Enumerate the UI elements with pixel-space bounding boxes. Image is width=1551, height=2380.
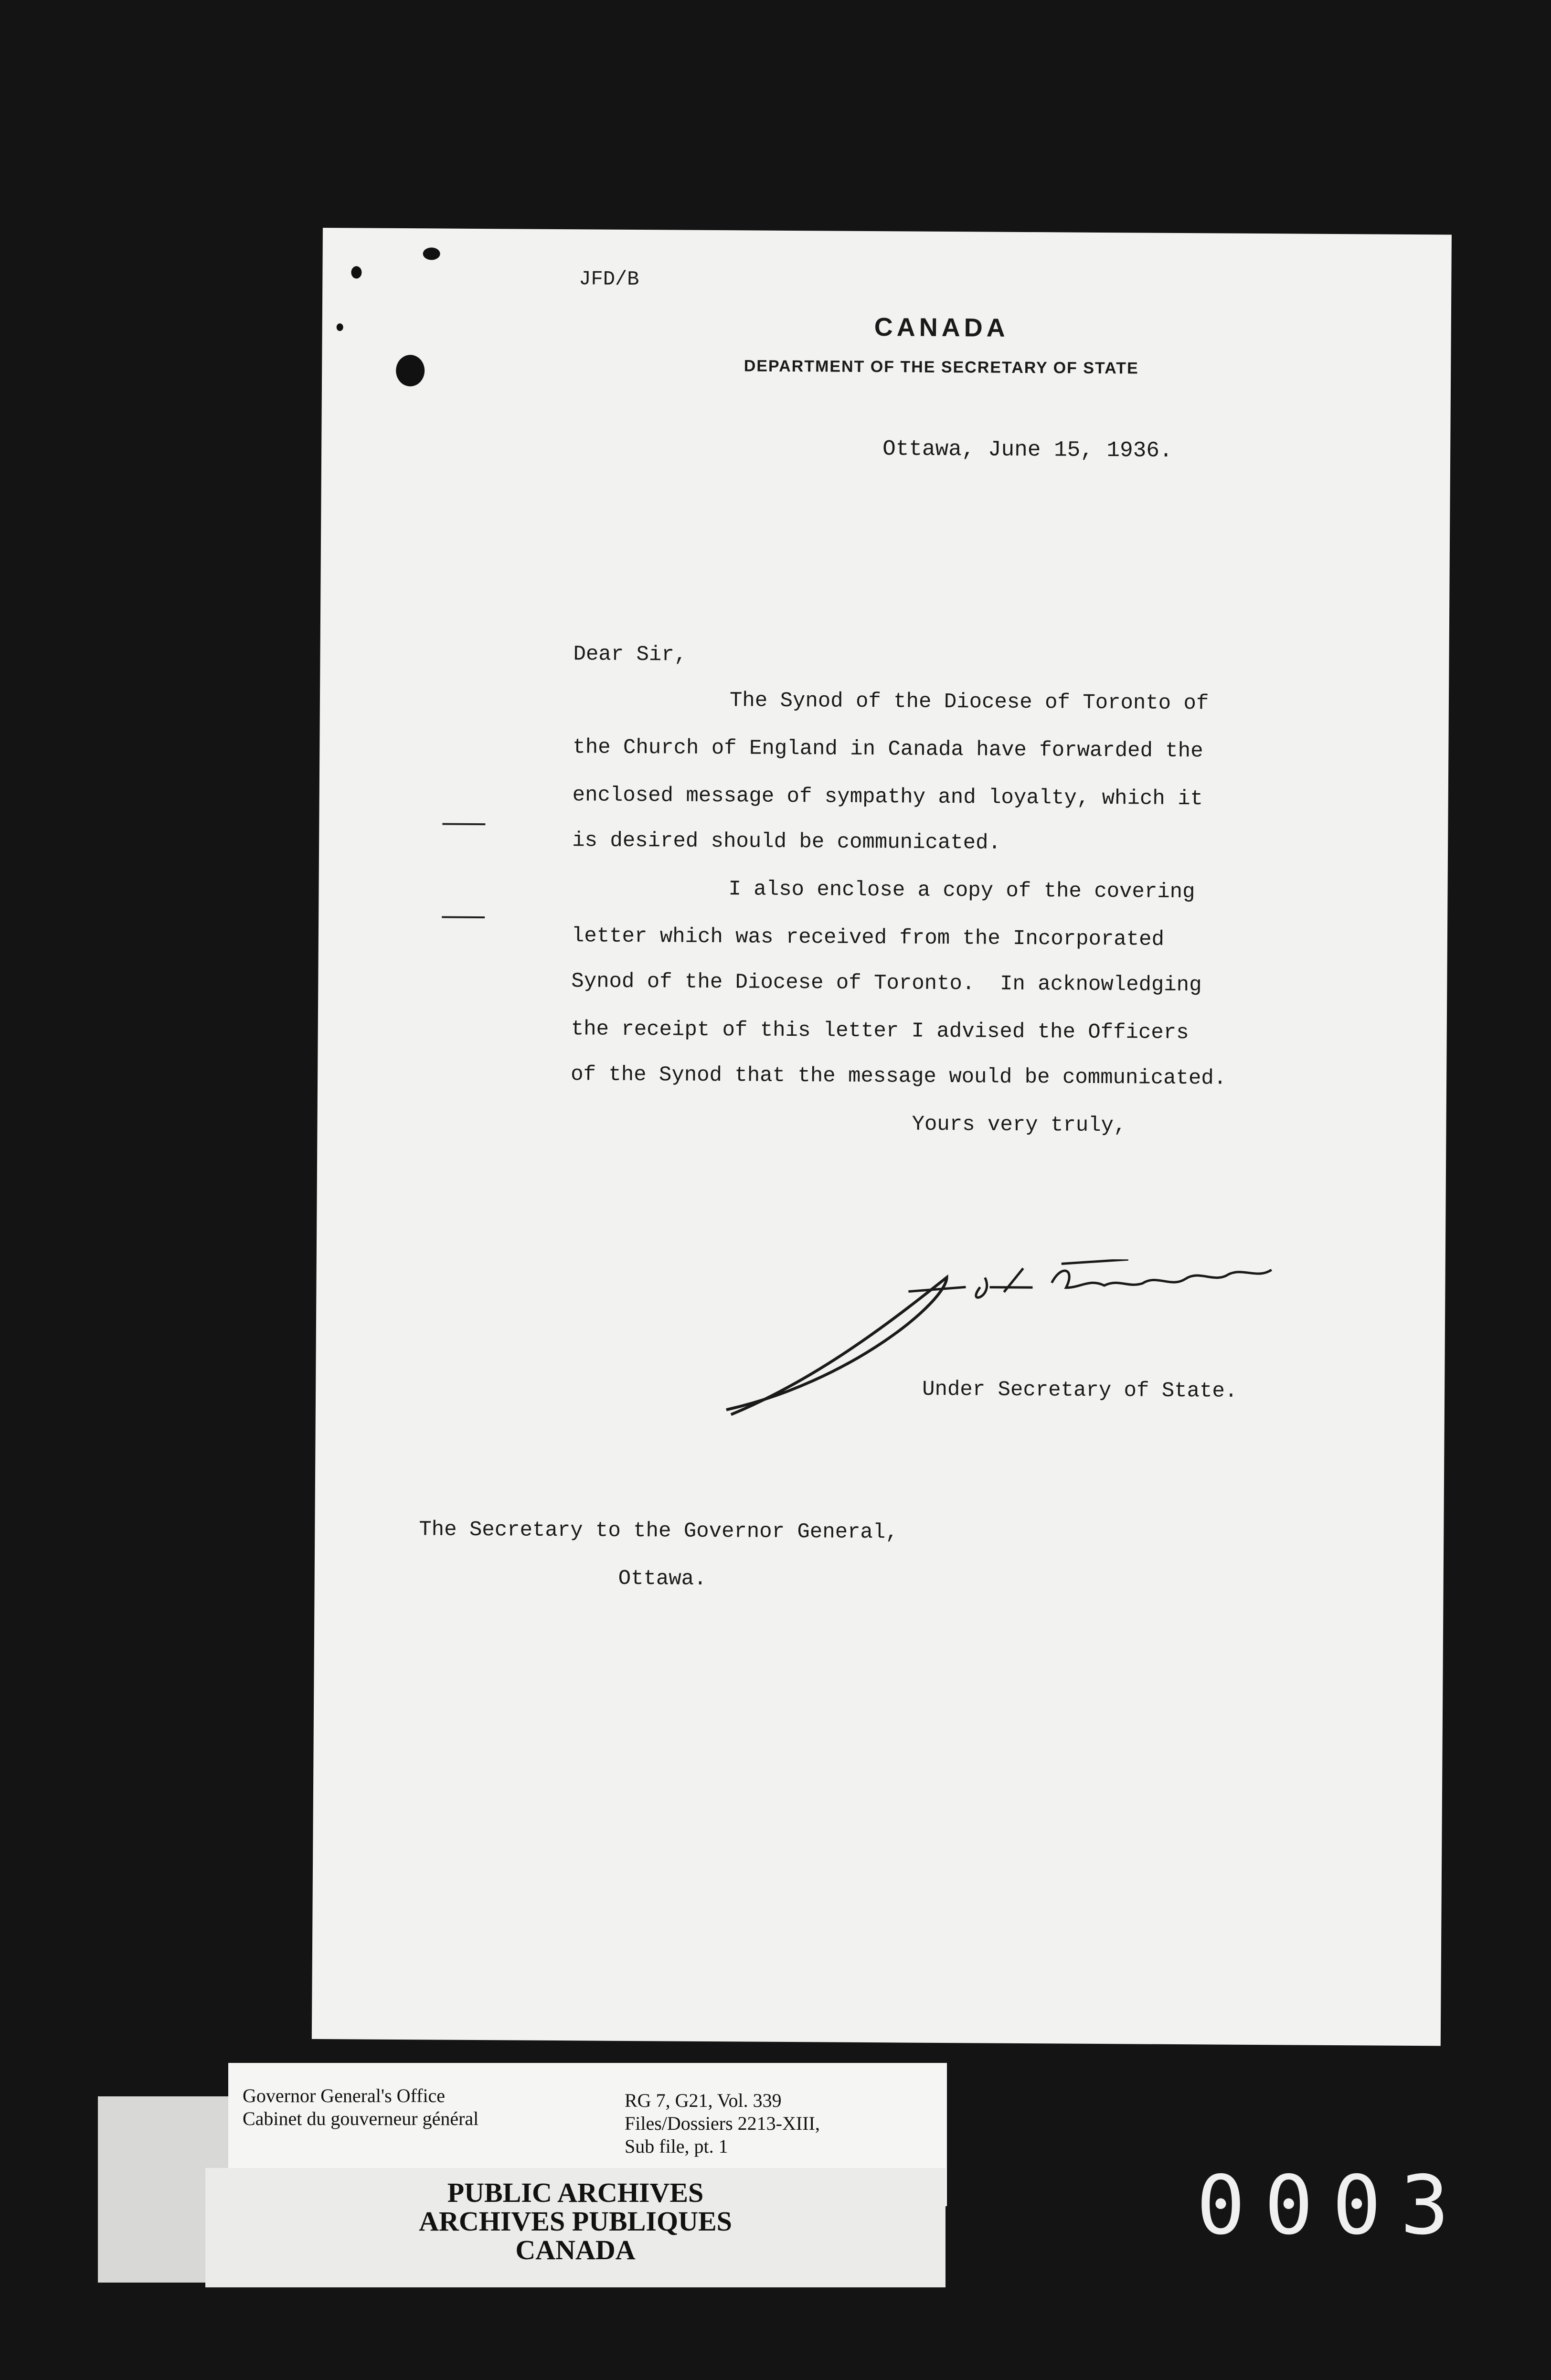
body-line: letter which was received from the Incorporated [571,924,1165,952]
archives-country: CANADA [515,2234,636,2265]
frame-number: 0003 [1196,2158,1468,2253]
file-number: Files/Dossiers 2213-XIII, [625,2113,820,2134]
margin-mark [442,916,485,919]
archives-name-fr: ARCHIVES PUBLIQUES [419,2206,732,2237]
complimentary-close: Yours very truly, [912,1112,1126,1138]
margin-mark [442,823,485,826]
office-name-fr: Cabinet du gouverneur général [243,2108,479,2129]
salutation: Dear Sir, [573,642,687,667]
ink-spot [423,247,440,260]
body-line: I also enclose a copy of the covering [728,877,1195,904]
body-line: the Church of England in Canada have forwarded the [573,735,1203,764]
archives-name-en: PUBLIC ARCHIVES [447,2177,704,2208]
body-line: the receipt of this letter I advised the Officers [571,1017,1189,1045]
body-line: of the Synod that the message would be communicated. [571,1062,1227,1091]
office-name-en: Governor General's Office [243,2085,446,2106]
addressee-line: The Secretary to the Governor General, [419,1518,898,1545]
archives-stamp [205,2168,945,2287]
body-line: is desired should be communicated. [572,829,1001,855]
letter-page [312,228,1452,2046]
body-line: Synod of the Diocese of Toronto. In acknowledging [571,969,1202,998]
signer-title: Under Secretary of State. [922,1377,1238,1403]
sub-file: Sub file, pt. 1 [625,2136,728,2157]
letterhead-country: CANADA [874,313,1009,342]
body-line: The Synod of the Diocese of Toronto of [729,689,1209,716]
reference-code: JFD/B [579,267,639,291]
addressee-city: Ottawa. [618,1566,707,1591]
letterhead-department: DEPARTMENT OF THE SECRETARY OF STATE [744,357,1139,378]
record-group: RG 7, G21, Vol. 339 [625,2090,782,2111]
body-line: enclosed message of sympathy and loyalty, which it [572,783,1203,811]
ink-spot [351,266,361,278]
letter-date: Ottawa, June 15, 1936. [882,436,1173,463]
